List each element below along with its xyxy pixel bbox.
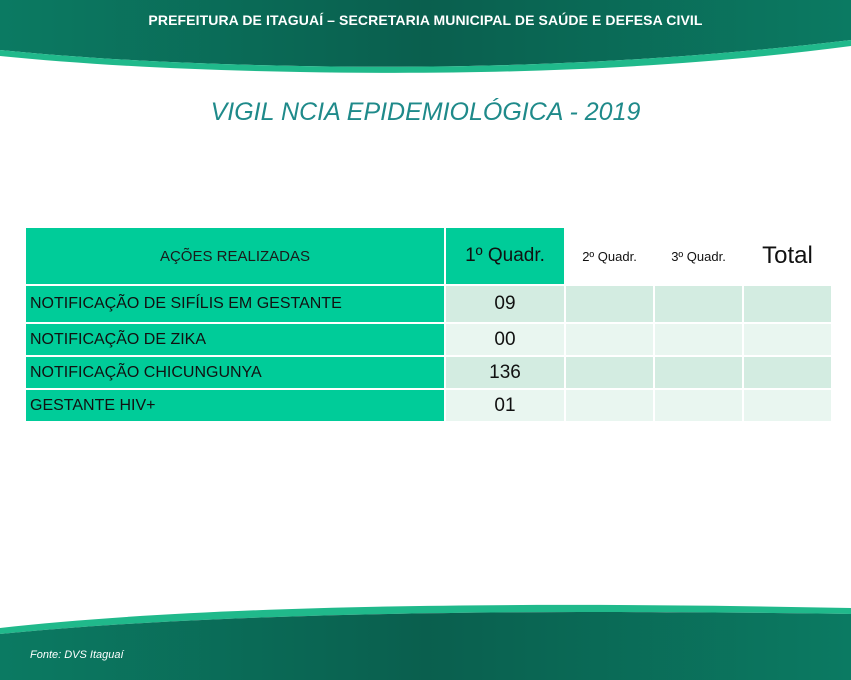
row-total-value	[743, 356, 832, 389]
row-q3-value	[654, 323, 743, 356]
table-row	[25, 285, 832, 323]
row-q1-value: 136	[445, 356, 565, 389]
footer-source: Fonte: DVS Itaguaí	[30, 649, 124, 661]
table-row	[25, 323, 832, 356]
row-q1-value: 00	[445, 323, 565, 356]
page-title: VIGIL NCIA EPIDEMIOLÓGICA - 2019	[210, 98, 641, 126]
row-q2-value	[565, 389, 654, 422]
row-total-value	[743, 389, 832, 422]
row-q1-value: 09	[445, 285, 565, 323]
row-q3-value	[654, 285, 743, 323]
column-header-q1: 1º Quadr.	[445, 227, 565, 285]
row-label: NOTIFICAÇÃO DE ZIKA	[25, 323, 445, 356]
row-total-value	[743, 285, 832, 323]
row-q2-value	[565, 285, 654, 323]
table-row	[25, 389, 832, 422]
row-q1-value: 01	[445, 389, 565, 422]
actions-table	[24, 226, 833, 423]
row-q2-value	[565, 323, 654, 356]
row-q3-value	[654, 356, 743, 389]
column-header-total: Total	[743, 227, 832, 285]
table-row	[25, 356, 832, 389]
row-label: NOTIFICAÇÃO CHICUNGUNYA	[25, 356, 445, 389]
header-title: PREFEITURA DE ITAGUAÍ – SECRETARIA MUNICIPAL DE SAÚDE E DEFESA CIVIL	[148, 12, 703, 28]
row-q2-value	[565, 356, 654, 389]
row-q3-value	[654, 389, 743, 422]
column-header-q3: 3º Quadr.	[654, 227, 743, 285]
row-label: GESTANTE HIV+	[25, 389, 445, 422]
row-total-value	[743, 323, 832, 356]
column-header-actions: AÇÕES REALIZADAS	[25, 227, 445, 285]
table-header-row	[25, 227, 832, 285]
footer-band	[0, 590, 851, 680]
column-header-q2: 2º Quadr.	[565, 227, 654, 285]
row-label: NOTIFICAÇÃO DE SIFÍLIS EM GESTANTE	[25, 285, 445, 323]
